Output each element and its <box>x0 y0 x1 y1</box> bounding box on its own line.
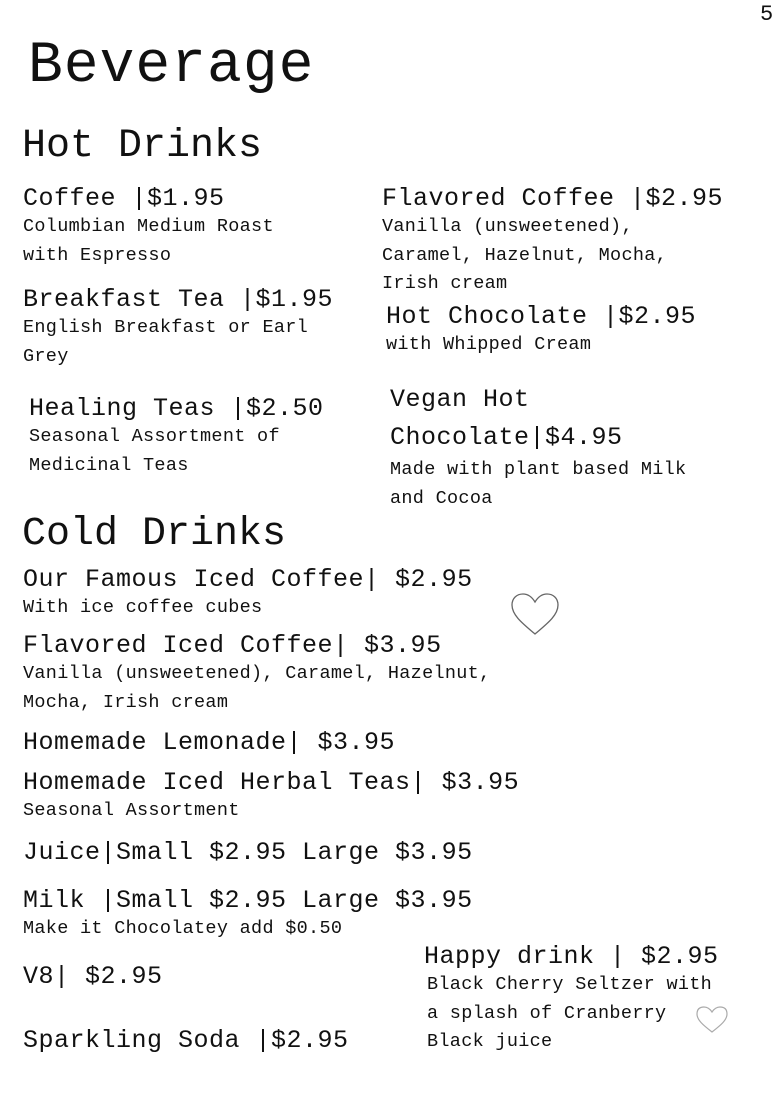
item-name: Juice|Small $2.95 Large $3.95 <box>23 838 473 867</box>
menu-item-iced-herbal-teas <box>23 768 519 826</box>
item-description: Columbian Medium Roast <box>23 216 274 237</box>
item-name: Vegan Hot <box>390 385 530 414</box>
menu-item-breakfast-tea <box>23 285 333 371</box>
item-description: Vanilla (unsweetened), <box>382 216 633 237</box>
item-name: Flavored Iced Coffee| $3.95 <box>23 631 442 660</box>
hot-drinks-heading: Hot Drinks <box>22 124 263 169</box>
menu-item-flavored-iced-coffee <box>23 631 490 717</box>
menu-item-iced-coffee <box>23 565 473 623</box>
item-name: Sparkling Soda |$2.95 <box>23 1026 349 1055</box>
item-description: Seasonal Assortment <box>23 800 240 821</box>
item-name: Our Famous Iced Coffee| $2.95 <box>23 565 473 594</box>
item-name: Chocolate|$4.95 <box>390 423 623 452</box>
menu-item-juice <box>23 838 473 867</box>
item-description: Black Cherry Seltzer with <box>427 974 713 995</box>
item-description: and Cocoa <box>390 487 493 509</box>
item-description: a splash of Cranberry <box>427 1002 667 1024</box>
item-name: Homemade Lemonade| $3.95 <box>23 728 396 757</box>
item-name: Hot Chocolate |$2.95 <box>386 302 697 331</box>
item-description: Irish cream <box>382 273 508 294</box>
page-number: 5 <box>760 2 774 27</box>
item-description: Mocha, Irish cream <box>23 691 229 713</box>
item-name: V8| $2.95 <box>23 962 163 991</box>
page-title: Beverage <box>28 34 315 99</box>
heart-icon <box>508 592 562 638</box>
item-name: Coffee |$1.95 <box>23 184 225 213</box>
menu-item-hot-chocolate <box>386 302 696 360</box>
item-name: Breakfast Tea |$1.95 <box>23 285 334 314</box>
cold-drinks-heading: Cold Drinks <box>22 512 287 557</box>
item-name: Happy drink | $2.95 <box>424 942 719 971</box>
item-description: Seasonal Assortment of <box>29 426 280 447</box>
item-description: with Whipped Cream <box>386 334 592 355</box>
menu-item-lemonade <box>23 728 395 757</box>
menu-item-sparkling-soda <box>23 1026 349 1055</box>
menu-item-v8 <box>23 962 163 991</box>
item-description: English Breakfast or Earl <box>23 317 309 338</box>
menu-item-flavored-coffee <box>382 184 723 299</box>
item-description: Make it Chocolatey add $0.50 <box>23 918 343 939</box>
menu-item-coffee <box>23 184 274 270</box>
menu-item-happy-drink <box>424 942 719 1057</box>
item-description: Grey <box>23 345 69 367</box>
item-description: Vanilla (unsweetened), Caramel, Hazelnut, <box>23 663 491 684</box>
item-description: Made with plant based Milk <box>390 459 687 480</box>
item-name: Milk |Small $2.95 Large $3.95 <box>23 886 473 915</box>
menu-item-milk <box>23 886 473 944</box>
item-description: Black juice <box>427 1031 553 1052</box>
item-description: with Espresso <box>23 244 172 266</box>
item-name: Flavored Coffee |$2.95 <box>382 184 724 213</box>
watermark-heart-icon <box>694 1005 730 1035</box>
menu-item-vegan-hot-chocolate <box>390 380 686 513</box>
item-description: Caramel, Hazelnut, Mocha, <box>382 244 668 266</box>
item-description: Medicinal Teas <box>29 454 189 476</box>
item-description: With ice coffee cubes <box>23 597 263 618</box>
item-name: Healing Teas |$2.50 <box>29 394 324 423</box>
item-name: Homemade Iced Herbal Teas| $3.95 <box>23 768 520 797</box>
menu-item-healing-teas <box>29 394 324 480</box>
